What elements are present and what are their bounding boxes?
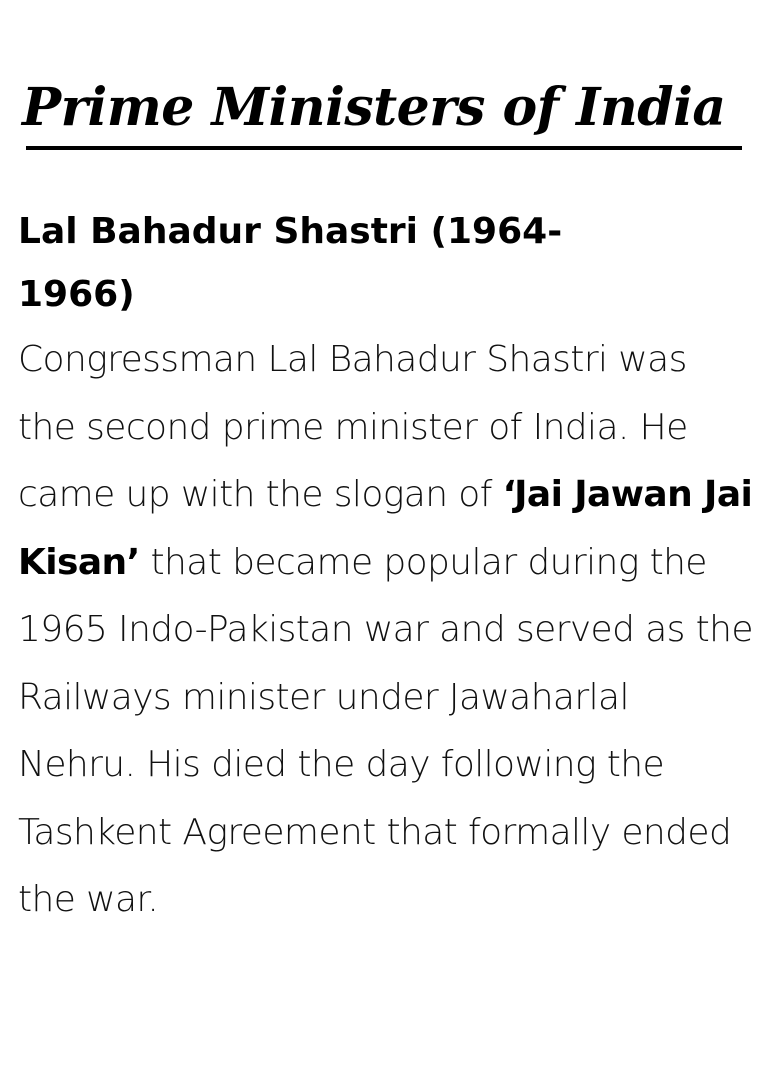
paragraph-text-before: Congressman Lal Bahadur Shastri was the second prime minister of India. He came up with the slogan of [18,339,688,515]
paragraph-text-after: that became popular during the 1965 Indo-Pakistan war and served as the Railways minister under Jawaharlal Nehru. His died the day following the Tashkent Agreement that formally ended the war. [18,541,753,920]
slogan-text: ‘Jai Jawan Jai Kisan’ [18,474,753,583]
section-paragraph [18,326,753,934]
title-underline [26,146,742,150]
pm-section [18,200,753,934]
page-title: Prime Ministers of India [22,77,726,138]
section-heading: Lal Bahadur Shastri (1964-1966) [18,211,563,315]
